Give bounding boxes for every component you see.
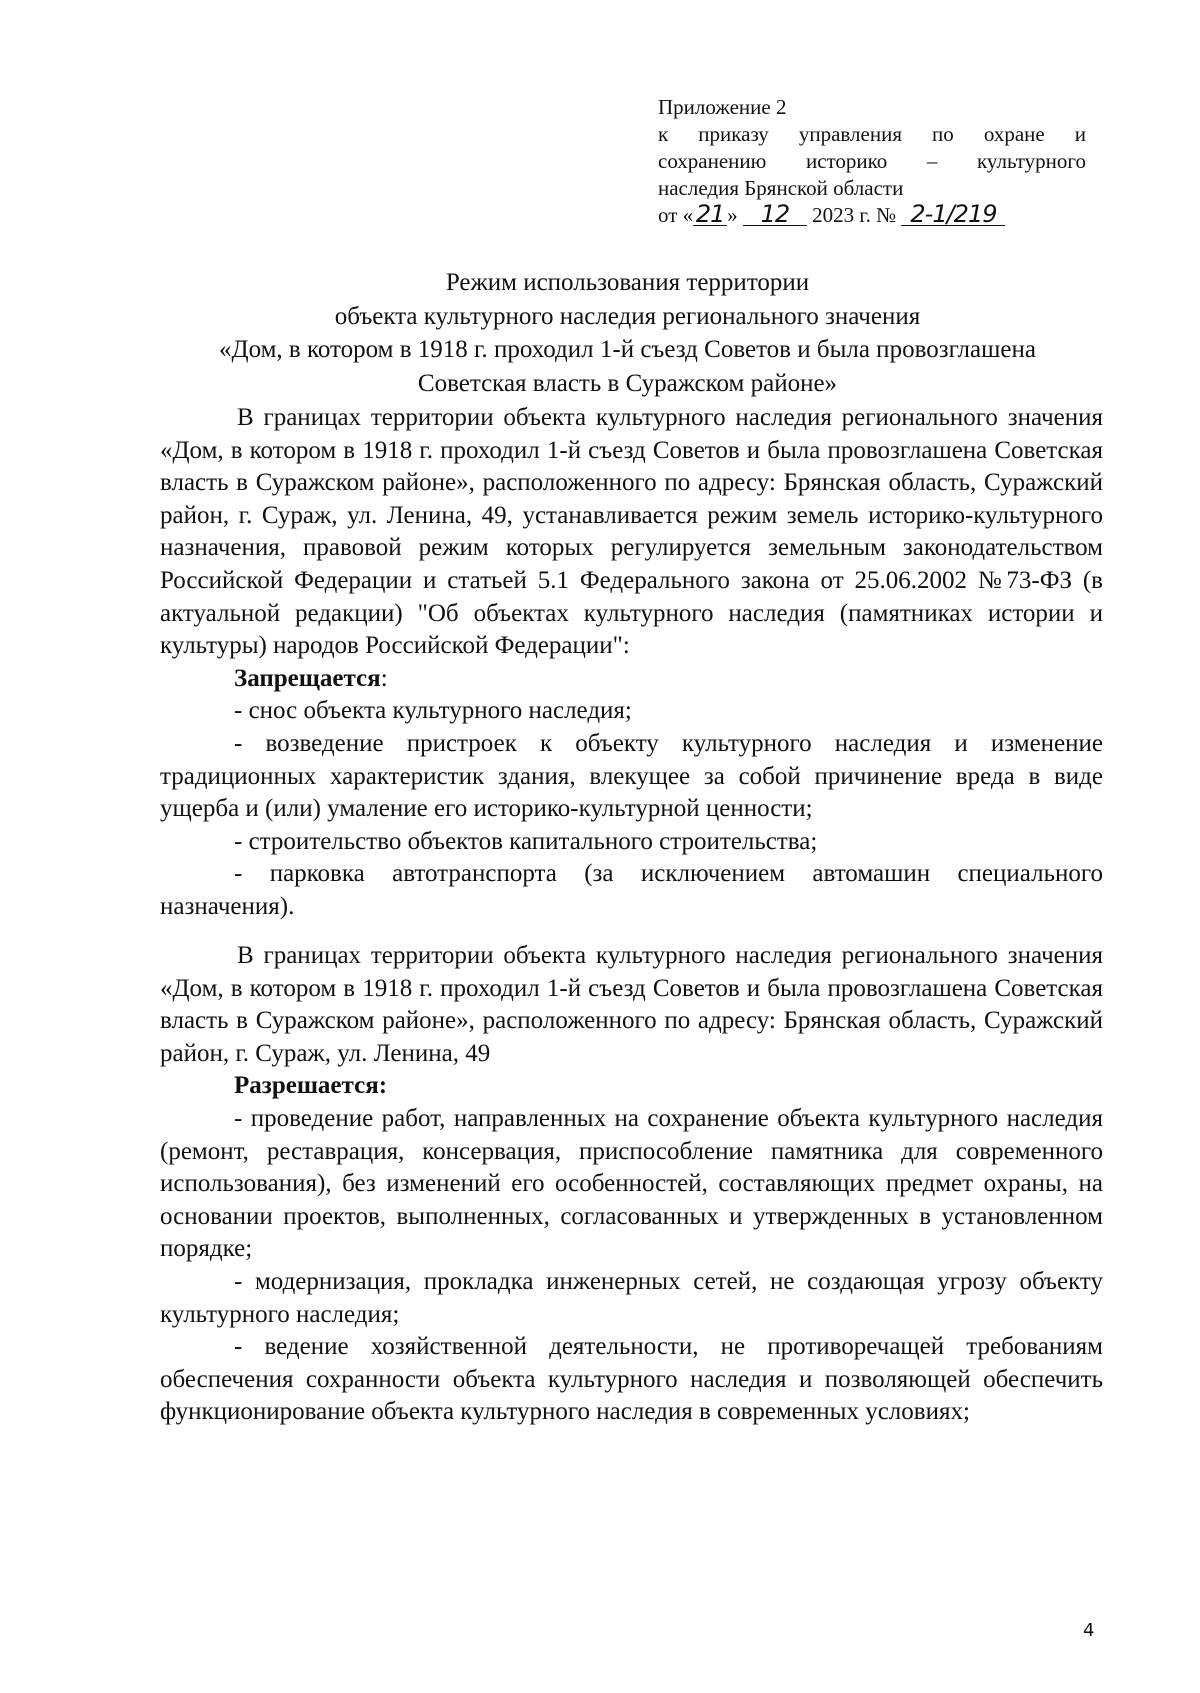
section-permitted bbox=[160, 940, 1103, 1429]
permitted-heading: Разрешается: bbox=[234, 1072, 388, 1100]
permitted-item: - проведение работ, направленных на сохранение объекта культурного наследия (ремонт, реставрация, консервация, приспособление памятника для современного использования), без изменений его особенностей, составляющих предмет охраны, на основании проектов, выполненных, согласованных и утвержденных в установленном порядке; bbox=[160, 1104, 1103, 1263]
appendix-line-2: к приказу управления по охране и bbox=[658, 122, 1086, 146]
prohibited-item: - возведение пристроек к объекту культурного наследия и изменение традиционных характеристик здания, влекущее за собой причинение вреда в виде ущерба и (или) умаление его историко-культурной ценности; bbox=[160, 729, 1103, 823]
date-month-handwritten: 12 bbox=[743, 203, 807, 226]
section-prohibited bbox=[160, 402, 1103, 924]
prohibited-item: - парковка автотранспорта (за исключением автомашин специального назначения). bbox=[160, 860, 1103, 920]
prohibited-heading-text: Запрещается bbox=[234, 664, 381, 692]
permitted-item: - модернизация, прокладка инженерных сетей, не создающая угрозу объекту культурного наследия; bbox=[160, 1267, 1103, 1328]
section1-intro: В границах территории объекта культурного наследия регионального значения «Дом, в котором в 1918 г. проходил 1-й съезд Советов и была провозглашена Советская власть в Суражском районе», расположенного по адресу: Брянская область, Суражский район, г. Сураж, ул. Ленина, 49, устанавливается режим земель историко-культурного назначения, правовой режим которых регулируется земельным законодательством Российской Федерации и статьей 5.1 Федерального закона от 25.06.2002 №73-ФЗ (в актуальной редакции) "Об объектах культурного наследия (памятниках истории и культуры) народов Российской Федерации": bbox=[160, 404, 1103, 660]
appendix-line-3: сохранению историко – культурного bbox=[658, 149, 1086, 173]
order-number-handwritten: 2-1/219 bbox=[901, 203, 1005, 226]
appendix-date-line bbox=[658, 202, 1086, 229]
prohibited-item: - снос объекта культурного наследия; bbox=[234, 697, 632, 725]
title-line-3: «Дом, в котором в 1918 г. проходил 1-й съезд Советов и была провозглашена bbox=[219, 336, 1036, 363]
document-title bbox=[150, 266, 1105, 400]
prohibited-heading bbox=[160, 663, 1103, 696]
date-prefix: от « bbox=[658, 203, 694, 227]
title-line-4: Советская власть в Суражском районе» bbox=[417, 369, 838, 397]
prohibited-heading-colon: : bbox=[380, 664, 388, 692]
prohibited-item: - строительство объектов капитального строительства; bbox=[234, 827, 818, 855]
appendix-block bbox=[658, 94, 1086, 229]
appendix-line-4: наследия Брянской области bbox=[658, 176, 904, 200]
date-year: 2023 г. № bbox=[812, 203, 897, 227]
title-line-1: Режим использования территории bbox=[445, 269, 810, 296]
title-line-2: объекта культурного наследия регионального значения bbox=[334, 302, 921, 330]
section2-intro: В границах территории объекта культурного наследия регионального значения «Дом, в котором в 1918 г. проходил 1-й съезд Советов и была провозглашена Советская власть в Суражском районе», расположенного по адресу: Брянская область, Суражский район, г. Сураж, ул. Ленина, 49 bbox=[160, 942, 1103, 1067]
date-day-handwritten: 21 bbox=[693, 203, 727, 226]
page-number: 4 bbox=[1083, 1620, 1095, 1641]
date-mid: » bbox=[727, 203, 738, 227]
permitted-item: - ведение хозяйственной деятельности, не противоречащей требованиям обеспечения сохранности объекта культурного наследия и позволяющей обеспечить функционирование объекта культурного наследия в современных условиях; bbox=[160, 1333, 1103, 1426]
appendix-title: Приложение 2 bbox=[658, 95, 787, 119]
